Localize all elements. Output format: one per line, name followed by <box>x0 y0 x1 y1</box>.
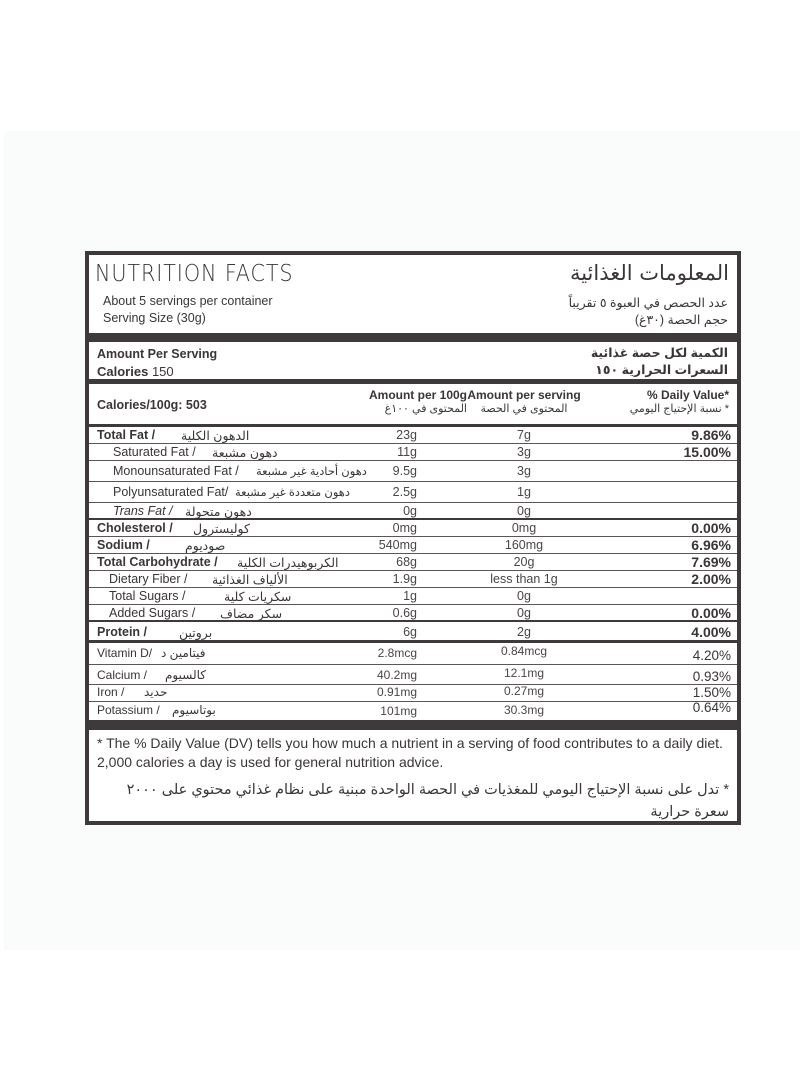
nutrient-name: Total Carbohydrate / <box>97 555 218 569</box>
col-daily-value <box>630 388 729 415</box>
row-total-carbohydrate <box>89 554 737 571</box>
row-sodium <box>89 537 737 554</box>
row-cholesterol <box>89 520 737 537</box>
nutrient-name: Trans Fat / <box>113 504 173 518</box>
footnote-arabic: * تدل على نسبة الإحتياج اليومي للمغذيات في الحصة الواحدة مبنية على نظام غذائي محتوي على ٢٠٠٠ سعرة حرارية <box>126 782 729 820</box>
calories-label: Calories <box>97 364 149 379</box>
amount-per-100g: 0.6g <box>392 606 417 620</box>
col-daily-value-ar: * نسبة الإحتياج اليومي <box>629 403 729 415</box>
nutrient-name: Cholesterol / <box>97 521 173 535</box>
nutrient-name: Polyunsaturated Fat/ <box>113 485 229 499</box>
amount-per-100g: 68g <box>396 555 417 569</box>
serving-size-ar: حجم الحصة (٣٠غ) <box>634 313 728 327</box>
amount-per-100g: 0mg <box>392 521 417 535</box>
col-per-100g-ar: المحتوى في ١٠٠غ <box>384 403 467 415</box>
nutrient-name-ar: سكريات كلية <box>224 590 292 604</box>
nutrient-name: Added Sugars / <box>109 606 196 620</box>
calories-per-100g: Calories/100g: 503 <box>97 398 207 412</box>
nutrient-name: Monounsaturated Fat / <box>113 464 239 478</box>
daily-value: 1.50% <box>692 685 731 700</box>
daily-value: 7.69% <box>691 554 731 570</box>
amount-per-100g: 2.5g <box>392 485 417 499</box>
nutrient-name: Total Sugars / <box>109 589 186 603</box>
col-per-serving <box>449 388 599 415</box>
amount-per-serving: 0mg <box>511 521 537 535</box>
serving-size-en: Serving Size (30g) <box>103 311 206 325</box>
amount-per-100g: 1g <box>403 589 417 603</box>
row-trans-fat <box>89 503 737 520</box>
amount-per-serving: 3g <box>517 464 531 478</box>
row-iron <box>89 685 737 702</box>
daily-value: 9.86% <box>691 427 731 443</box>
amount-per-serving: 0.84mcg <box>500 644 548 658</box>
row-monounsaturated-fat <box>89 461 737 482</box>
nutrient-name-ar: حديد <box>144 685 168 699</box>
daily-value: 0.64% <box>692 700 731 715</box>
daily-value: 4.20% <box>692 648 731 663</box>
amount-per-100g: 11g <box>397 445 417 459</box>
nutrient-name: Total Fat / <box>97 428 156 442</box>
nutrient-name-ar: صوديوم <box>185 539 226 553</box>
row-polyunsaturated-fat <box>89 482 737 503</box>
amount-per-serving: 0.27mg <box>503 684 545 698</box>
title-english: NUTRITION FACTS <box>95 261 294 287</box>
amount-per-serving: 0g <box>517 504 531 518</box>
nutrient-name: Vitamin D/ <box>97 646 153 660</box>
amount-per-serving: 12.1mg <box>503 666 545 680</box>
row-protein <box>89 622 737 643</box>
col-daily-value-en: % Daily Value* <box>646 388 729 402</box>
calories-value: 150 <box>151 364 174 379</box>
amount-per-serving: less than 1g <box>490 572 558 586</box>
calories-line-ar: السعرات الحرارية ١٥٠ <box>595 363 728 377</box>
amount-per-serving-label-ar: الكمية لكل حصة غذائية <box>590 346 728 360</box>
amount-per-serving: 30.3mg <box>503 703 545 717</box>
servings-per-container-en: About 5 servings per container <box>103 294 273 308</box>
nutrient-name-ar: الكربوهيدرات الكلية <box>237 556 339 570</box>
amount-per-serving: 7g <box>517 428 531 442</box>
row-vitamin-d <box>89 643 737 665</box>
nutrient-name: Sodium / <box>97 538 150 552</box>
nutrient-name-ar: الألياف الغذائية <box>212 573 288 587</box>
amount-per-serving: 1g <box>517 485 531 499</box>
nutrient-name-ar: دهون متعددة غير مشبعة <box>235 487 350 499</box>
amount-per-100g: 40.2mg <box>376 668 417 682</box>
amount-per-100g: 101mg <box>380 704 417 718</box>
bottom-thick-divider <box>89 720 737 730</box>
row-potassium <box>89 702 737 720</box>
amount-per-100g: 1.9g <box>392 572 417 586</box>
amount-per-100g: 0g <box>403 504 417 518</box>
label-header <box>89 255 737 333</box>
daily-value: 6.96% <box>691 537 731 553</box>
daily-value: 0.00% <box>691 605 731 621</box>
thick-divider <box>89 333 737 342</box>
daily-value: 0.00% <box>691 520 731 536</box>
amount-per-serving: 160mg <box>504 538 544 552</box>
row-total-sugars <box>89 588 737 605</box>
nutrient-name-ar: بروتين <box>179 626 213 640</box>
footnote-english: * The % Daily Value (DV) tells you how much a nutrient in a serving of food contributes to a daily diet. 2,000 calories a day is used for general nutrition advice. <box>97 735 723 770</box>
nutrient-name: Iron / <box>97 685 125 699</box>
nutrient-name-ar: الدهون الكلية <box>181 429 250 443</box>
amount-per-serving: 2g <box>517 625 531 639</box>
amount-per-100g: 2.8mcg <box>377 646 417 660</box>
row-added-sugars <box>89 605 737 622</box>
amount-per-serving-label: Amount Per Serving <box>97 347 218 361</box>
nutrient-name: Saturated Fat / <box>113 445 196 459</box>
daily-value: 4.00% <box>691 624 731 640</box>
amount-per-100g: 6g <box>403 625 417 639</box>
amount-per-serving: 3g <box>517 445 531 459</box>
nutrient-name-ar: دهون مشبعة <box>212 446 278 460</box>
nutrient-name: Calcium / <box>97 668 148 682</box>
nutrient-name-ar: كوليسترول <box>193 522 250 536</box>
col-per-100g-en: Amount per 100g <box>368 388 467 402</box>
title-arabic: المعلومات الغذائية <box>569 261 729 285</box>
nutrient-name: Protein / <box>97 625 148 639</box>
nutrient-name-ar: فيتامين د <box>161 646 206 660</box>
amount-per-serving-section <box>89 342 737 379</box>
nutrient-name: Dietary Fiber / <box>109 572 188 586</box>
row-total-fat <box>89 427 737 444</box>
nutrition-facts-label <box>85 251 741 825</box>
col-per-serving-en: Amount per serving <box>467 388 581 402</box>
row-dietary-fiber <box>89 571 737 588</box>
column-headers <box>89 384 737 424</box>
amount-per-serving: 0g <box>517 589 531 603</box>
footnote <box>89 730 737 827</box>
servings-per-container-ar: عدد الحصص في العبوة ٥ تقريباً <box>568 296 728 310</box>
nutrient-name-ar: دهون متحولة <box>185 505 252 519</box>
nutrient-name-ar: سكر مضاف <box>220 607 283 621</box>
row-saturated-fat <box>89 444 737 461</box>
amount-per-100g: 540mg <box>378 538 417 552</box>
amount-per-100g: 9.5g <box>392 464 417 478</box>
nutrient-name: Potassium / <box>97 703 160 717</box>
amount-per-100g: 0.91mg <box>376 685 417 699</box>
calories-line <box>97 364 174 379</box>
nutrient-name-ar: كالسيوم <box>165 668 206 682</box>
daily-value: 0.93% <box>692 669 731 684</box>
amount-per-serving: 0g <box>517 606 531 620</box>
col-per-serving-ar: المحتوى في الحصة <box>480 403 568 415</box>
amount-per-serving: 20g <box>513 555 535 569</box>
daily-value: 2.00% <box>691 571 731 587</box>
row-calcium <box>89 665 737 685</box>
nutrient-name-ar: دهون أحادية غير مشبعة <box>256 466 367 478</box>
daily-value: 15.00% <box>683 444 731 460</box>
amount-per-100g: 23g <box>396 428 417 442</box>
nutrient-name-ar: بوتاسيوم <box>172 703 216 717</box>
